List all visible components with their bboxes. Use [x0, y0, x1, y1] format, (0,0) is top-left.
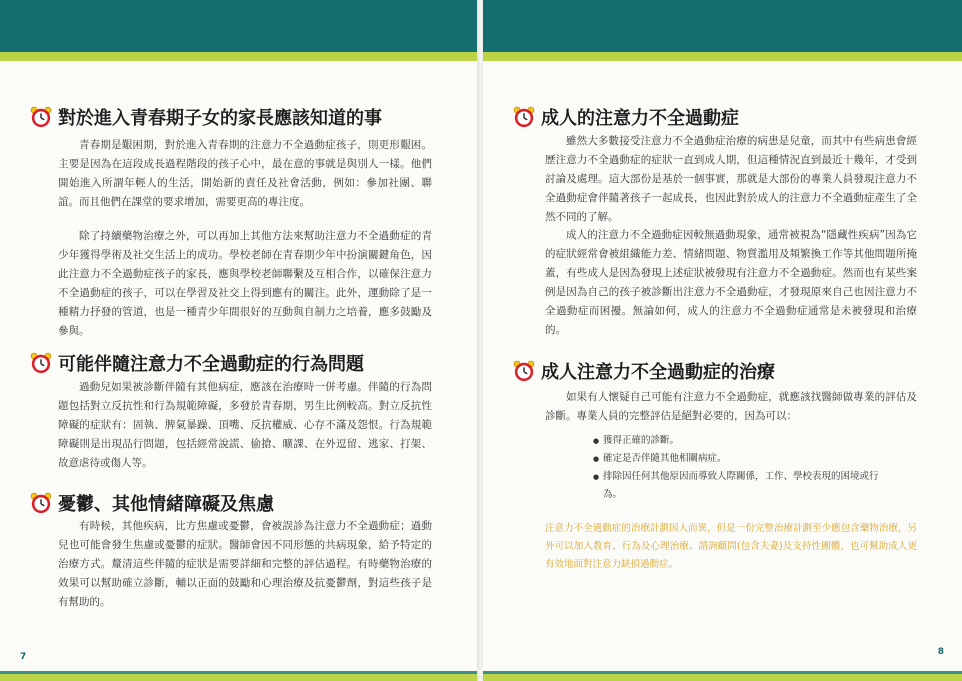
page-number: 8	[937, 647, 944, 657]
body-paragraph: 除了持續藥物治療之外，可以再加上其他方法來幫助注意力不全過動症的青少年獲得學術及社交生活上的成功。學校老師在青春期少年中扮演關鍵角色，因此注意力不全過動症孩子的家長，應與學校老師聯繫及互相合作，以確保注意力不全過動症的孩子，可以在學習及社交上得到應有的關注。此外，運動除了是一種精力抒發的管道，也是一種青少年間很好的互動與自制力之培養，應多鼓勵及參與。	[58, 230, 432, 337]
bullet-list	[593, 432, 883, 504]
body-paragraph: 如果有人懷疑自己可能有注意力不全過動症，就應該找醫師做專業的評估及診斷。專業人員的完整評估是絕對必要的，因為可以：	[545, 391, 917, 422]
footer-band-lime	[0, 674, 479, 681]
alarm-clock-icon	[30, 352, 52, 374]
section-heading-text: 對於進入青春期子女的家長應該知道的事	[58, 108, 382, 129]
alarm-clock-icon	[513, 106, 535, 128]
body-paragraph: 有時候，其他疾病，比方焦慮或憂鬱，會被誤診為注意力不全過動症；過動兒也可能會發生焦慮或憂鬱的症狀。醫師會因不同形態的共病現象，給予特定的治療方式。釐清這些伴隨的症狀是需要詳細和完整的評估過程。有時藥物治療的效果可以幫助確立診斷，輔以正面的鼓勵和心理治療及抗憂鬱劑，對這些孩子是有幫助的。	[58, 520, 432, 608]
section-heading	[513, 104, 739, 130]
section-heading-text: 成人的注意力不全過動症	[541, 108, 739, 129]
body-paragraph: 過動兒如果被診斷伴隨有其他病症，應該在治療時一併考慮。伴隨的行為問題包括對立反抗性和行為規範障礙，多發於青春期，男生比例較高。對立反抗性障礙的症狀有：固執、脾氣暴躁、頂嘴、反抗權威、心存不滿及怨恨。行為規範障礙則是出現品行問題，包括經常說謊、偷搶、曠課、在外逗留、逃家、打架、故意虐待或傷人等。	[58, 381, 432, 469]
body-paragraph: 青春期是艱困期，對於進入青春期的注意力不全過動症孩子，則更形艱困。主要是因為在這段成長過程階段的孩子心中，最在意的事就是與別人一樣。他們開始進入所謂年輕人的生活，開始新的責任及社會活動，例如：參加社團、聯誼。而且他們在課堂的要求增加，需要更高的專注度。	[58, 139, 432, 208]
body-paragraph: 成人的注意力不全過動症因較無過動現象，通常被視為“隱藏性疾病”因為它的症狀經常會被組織能力差、情緒問題、物質濫用及頻繁換工作等其他問題所掩蓋，有些成人是因為發現上述症狀被發現有注意力不全過動症。然而也有某些案例是因為自己的孩子被診斷出注意力不全過動症，才發現原來自己也因注意力不全過動症而困擾。無論如何，成人的注意力不全過動症通常是未被發現和治療的。	[545, 229, 917, 336]
section-heading	[513, 358, 775, 384]
list-item: ● 排除因任何其他原因而導致人際關係，工作、學校表現的困境或行為。	[593, 468, 883, 504]
alarm-clock-icon	[30, 106, 52, 128]
alarm-clock-icon	[30, 492, 52, 514]
highlight-note: 注意力不全過動症的治療計劃因人而異，但是一份完整治療計劃至少應包含藥物治療，另外可以加入教育、行為及心理治療。諮詢顧問(包含夫妻)及支持性團體，也可幫助成人更有效地面對注意力缺損過動症。	[545, 523, 917, 570]
header-band-lime	[0, 52, 479, 61]
list-item: ● 獲得正確的診斷。	[593, 432, 883, 450]
footer-band-lime	[483, 674, 962, 681]
section-heading-text: 憂鬱、其他情緒障礙及焦慮	[58, 494, 274, 515]
list-item: ● 確定是否伴隨其他相關病症。	[593, 450, 883, 468]
section-heading	[30, 490, 274, 516]
header-band-lime	[483, 52, 962, 61]
section-heading	[30, 104, 382, 130]
right-page	[483, 0, 962, 681]
header-band-teal	[483, 0, 962, 52]
header-band-teal	[0, 0, 479, 52]
left-page	[0, 0, 479, 681]
section-heading-text: 成人注意力不全過動症的治療	[541, 362, 775, 383]
alarm-clock-icon	[513, 360, 535, 382]
section-heading	[30, 350, 364, 376]
page-number: 7	[20, 652, 27, 662]
section-heading-text: 可能伴隨注意力不全過動症的行為問題	[58, 354, 364, 375]
body-paragraph: 雖然大多數接受注意力不全過動症治療的病患是兒童，而其中有些病患會經歷注意力不全過動症的症狀一直到成人期，但這種情況直到最近十幾年，才受到討論及處理。這大部份是基於一個事實，那就是大部份的專業人員發現注意力不全過動症會伴隨著孩子一起成長，也因此對於成人的注意力不全過動症產生了全然不同的了解。	[545, 135, 917, 223]
